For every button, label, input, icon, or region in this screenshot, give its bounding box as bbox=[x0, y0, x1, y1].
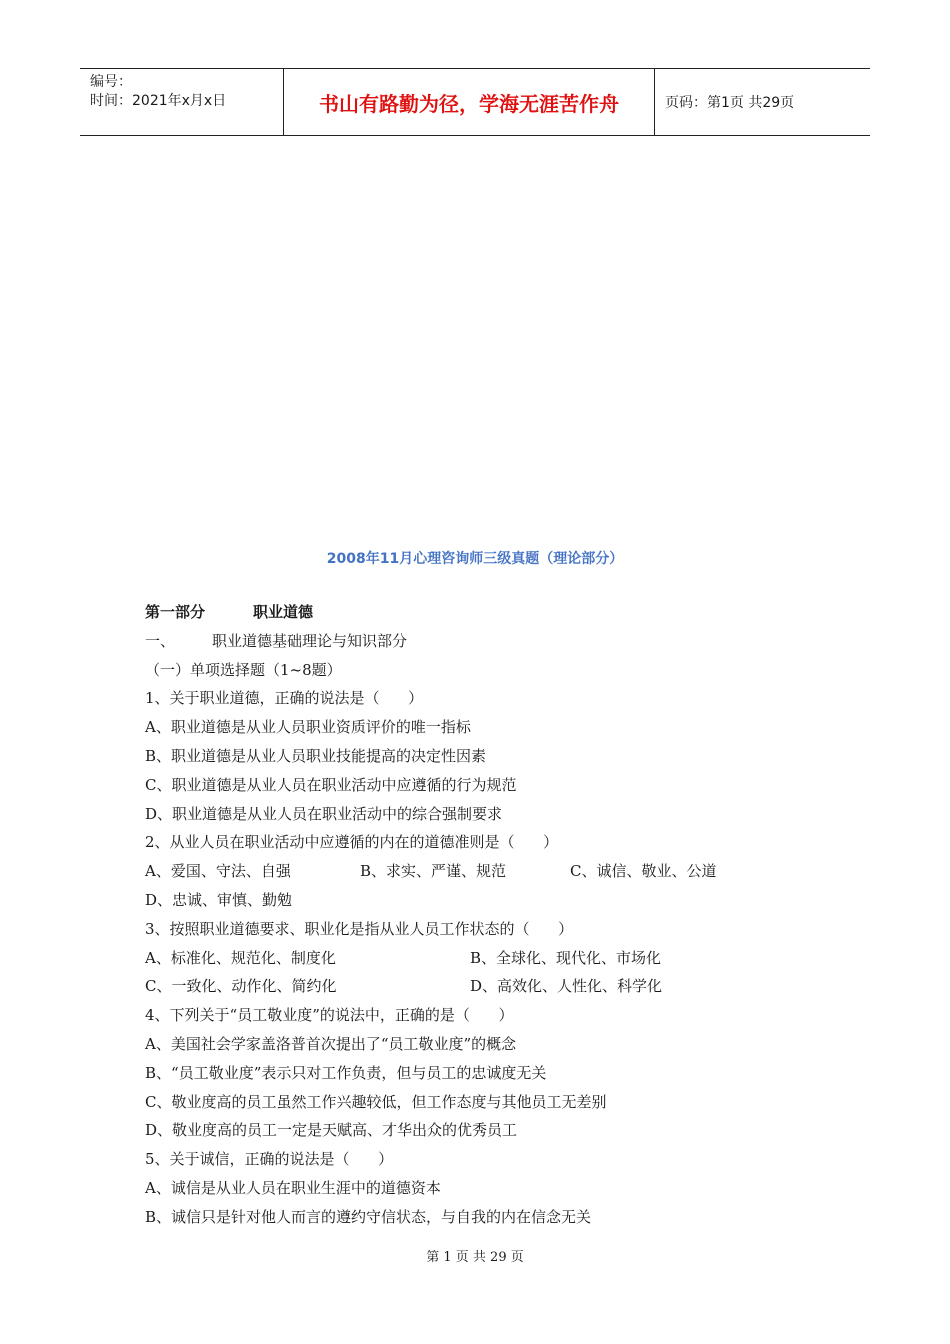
text-line: D、职业道德是从业人员在职业活动中的综合强制要求 bbox=[145, 804, 503, 823]
text-line: C、敬业度高的员工虽然工作兴趣较低，但工作态度与其他员工无差别 bbox=[145, 1092, 607, 1111]
section-heading bbox=[145, 598, 785, 627]
text-line: 2、从业人员在职业活动中应遵循的内在的道德准则是（ ） bbox=[145, 833, 559, 852]
q2-option-b: B、求实、严谨、规范 bbox=[360, 862, 507, 881]
q2-option-a: A、爱国、守法、自强 bbox=[145, 862, 291, 881]
doc-time-label: 时间：2021年x月x日 bbox=[90, 93, 227, 109]
header-meta bbox=[80, 69, 283, 135]
q2-option-d: D、忠诚、审慎、勤勉 bbox=[145, 890, 293, 909]
subsection-num: 一、 bbox=[145, 631, 176, 650]
text-line: A、美国社会学家盖洛普首次提出了“员工敬业度”的概念 bbox=[145, 1034, 517, 1053]
q3-option-d: D、高效化、人性化、科学化 bbox=[470, 977, 663, 996]
q3-options-row bbox=[145, 944, 785, 973]
q3-option-a: A、标准化、规范化、制度化 bbox=[145, 948, 336, 967]
q3-option-b: B、全球化、现代化、市场化 bbox=[470, 948, 662, 967]
text-line: A、诚信是从业人员在职业生涯中的道德资本 bbox=[145, 1178, 441, 1197]
document-body bbox=[145, 598, 785, 1232]
q3-option-c: C、一致化、动作化、简约化 bbox=[145, 977, 337, 996]
text-line: 4、下列关于“员工敬业度”的说法中，正确的是（ ） bbox=[145, 1006, 514, 1025]
text-line: B、诚信只是针对他人而言的遵约守信状态，与自我的内在信念无关 bbox=[145, 1207, 592, 1226]
text-line: B、“员工敬业度”表示只对工作负责，但与员工的忠诚度无关 bbox=[145, 1063, 547, 1082]
subsection-name: 职业道德基础理论与知识部分 bbox=[212, 631, 408, 650]
q2-option-c: C、诚信、敬业、公道 bbox=[570, 862, 717, 881]
header-page-info: 页码：第1页 共29页 bbox=[665, 95, 795, 111]
page-footer: 第 1 页 共 29 页 bbox=[426, 1250, 524, 1265]
document-title: 2008年11月心理咨询师三级真题（理论部分） bbox=[326, 551, 624, 567]
text-line: D、敬业度高的员工一定是天赋高、才华出众的优秀员工 bbox=[145, 1121, 518, 1140]
text-line: 3、按照职业道德要求、职业化是指从业人员工作状态的（ ） bbox=[145, 919, 574, 938]
text-line: A、职业道德是从业人员职业资质评价的唯一指标 bbox=[145, 718, 471, 737]
q3-options-row bbox=[145, 972, 785, 1001]
section-part: 第一部分 bbox=[145, 603, 206, 621]
subsection-heading bbox=[145, 627, 785, 656]
text-line: 5、关于诚信，正确的说法是（ ） bbox=[145, 1150, 394, 1169]
text-line: （一）单项选择题（1~8题） bbox=[145, 660, 342, 679]
section-part-name: 职业道德 bbox=[253, 603, 314, 621]
text-line: 1、关于职业道德，正确的说法是（ ） bbox=[145, 689, 424, 708]
text-line: B、职业道德是从业人员职业技能提高的决定性因素 bbox=[145, 746, 487, 765]
doc-code-label: 编号： bbox=[90, 74, 132, 90]
page-header bbox=[80, 68, 870, 136]
q2-options-row bbox=[145, 857, 785, 886]
text-line: C、职业道德是从业人员在职业活动中应遵循的行为规范 bbox=[145, 775, 517, 794]
header-motto: 书山有路勤为径，学海无涯苦作舟 bbox=[283, 69, 655, 135]
